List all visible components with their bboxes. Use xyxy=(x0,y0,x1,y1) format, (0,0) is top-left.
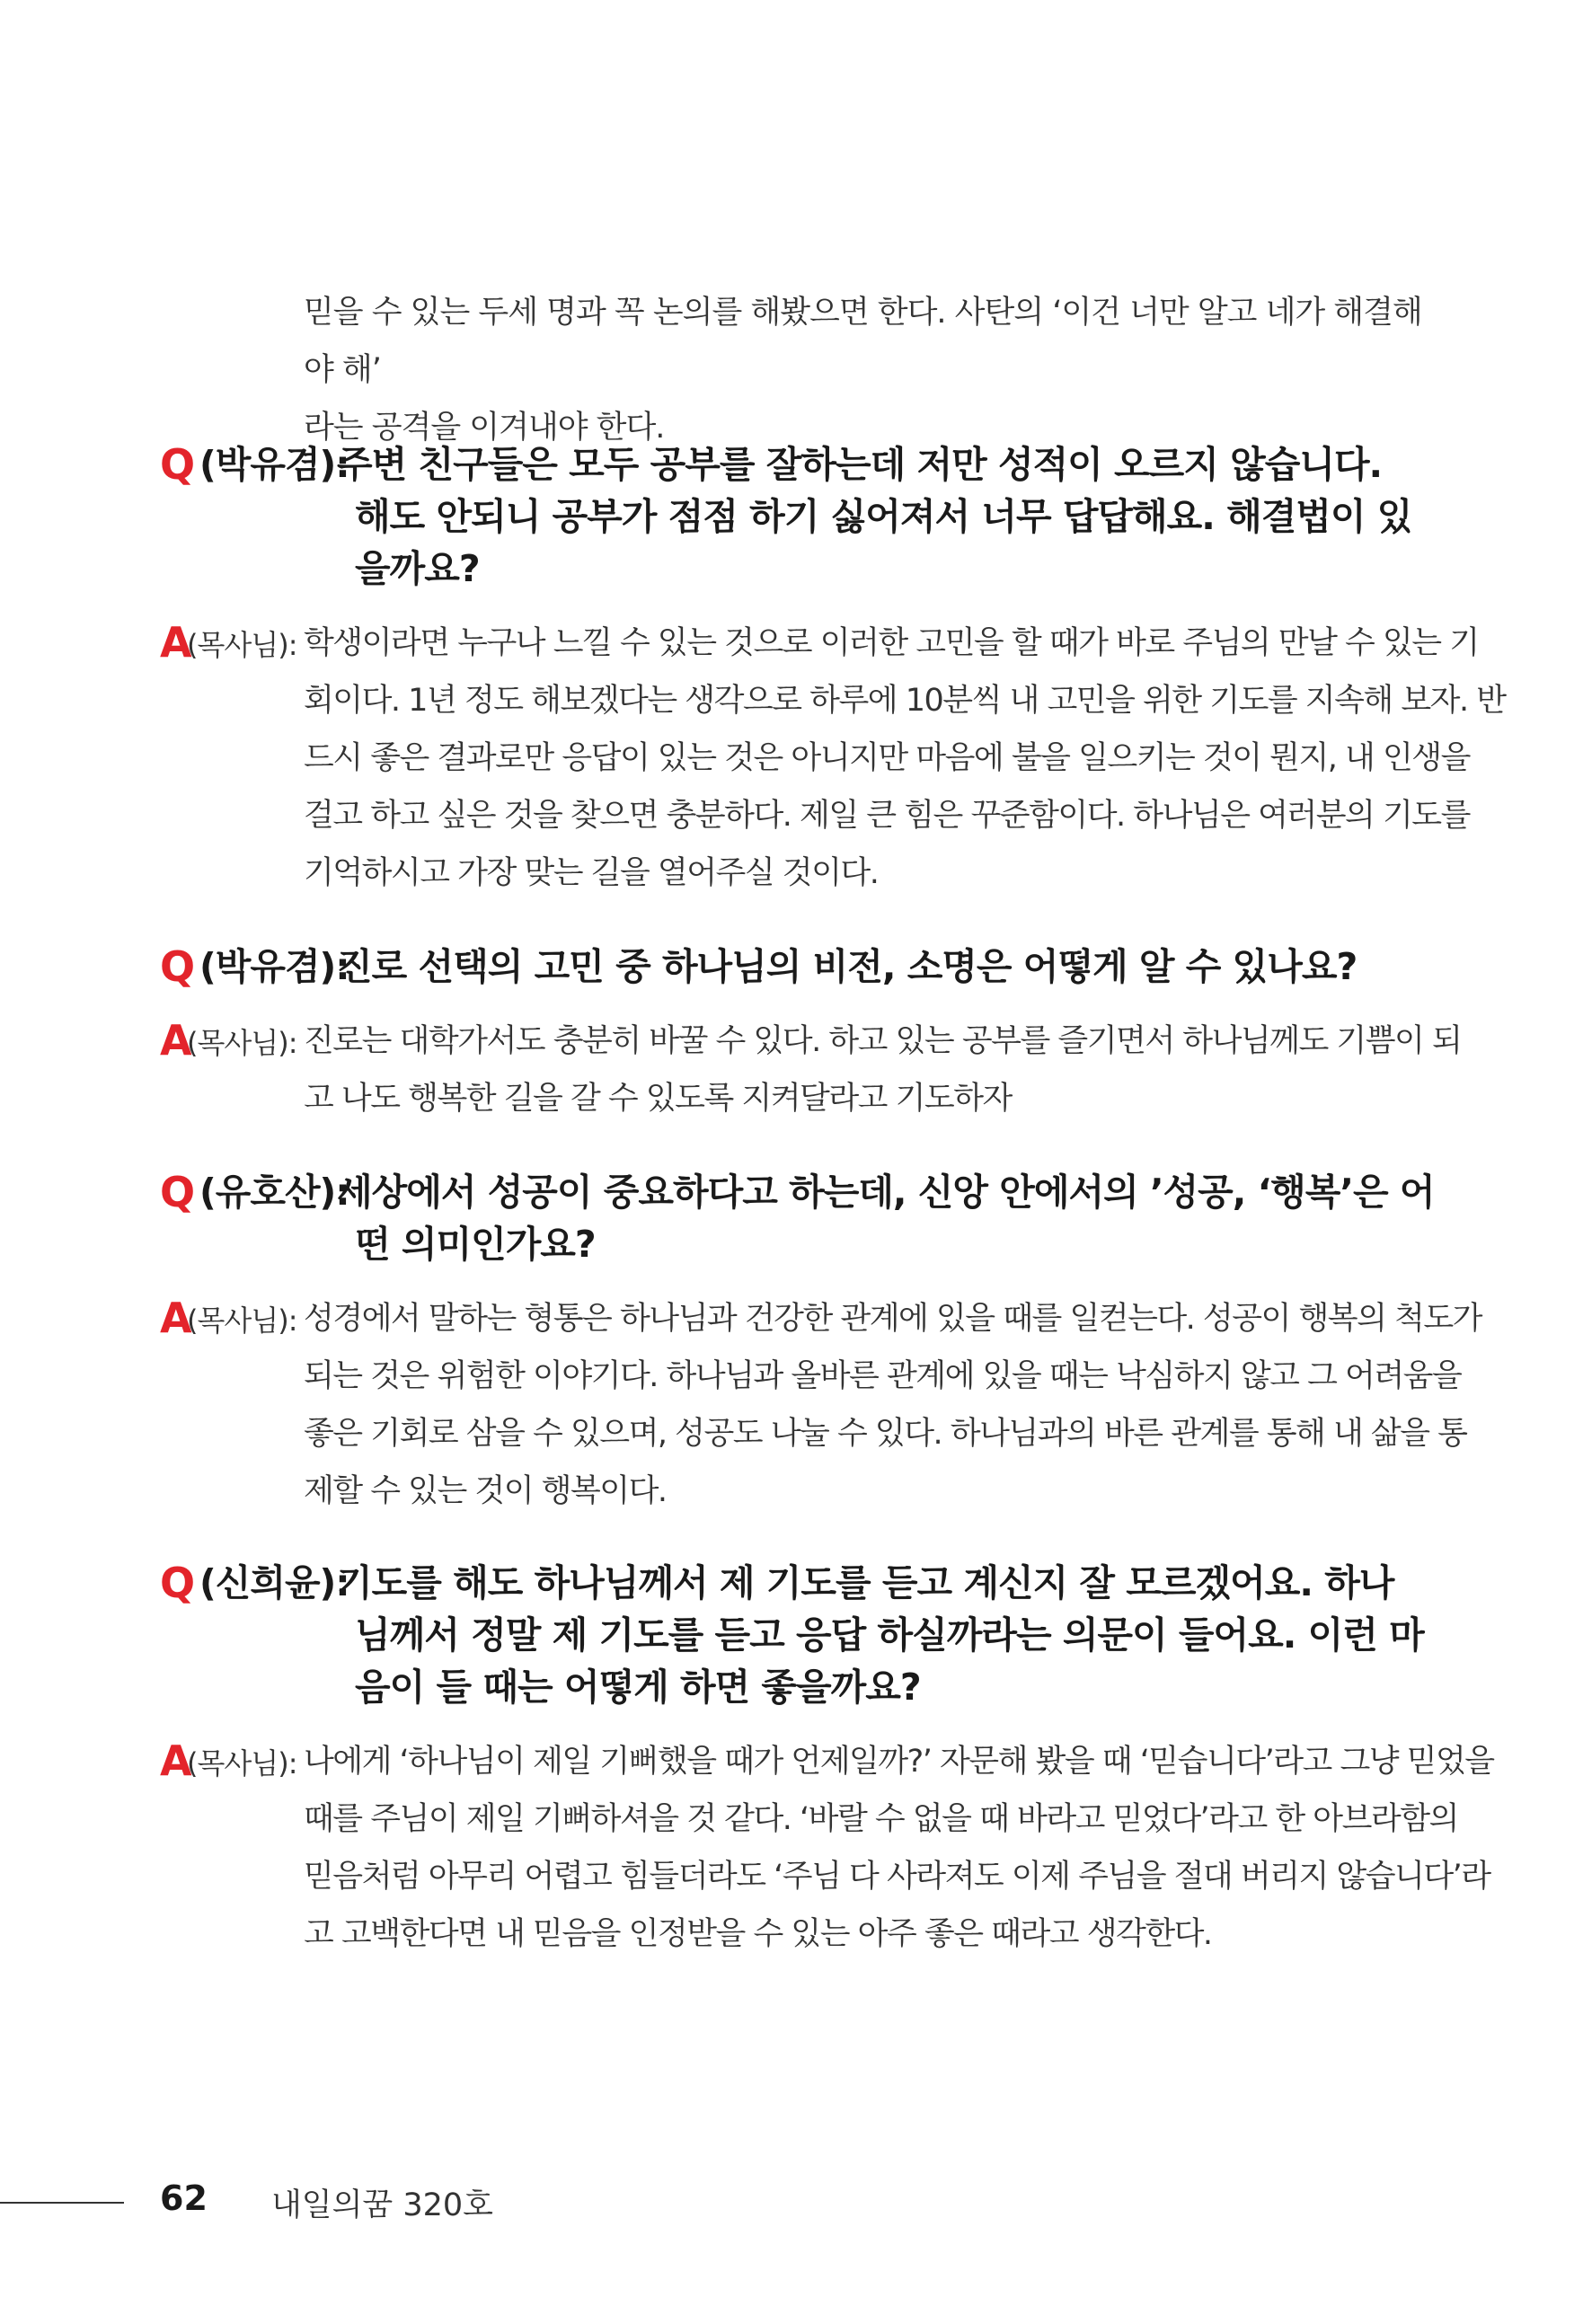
answer-line: 고 고백한다면 내 믿음을 인정받을 수 있는 아주 좋은 때라고 생각한다. xyxy=(304,1916,1212,1952)
answer-author: (목사님): xyxy=(187,1303,297,1338)
answer xyxy=(160,614,1506,902)
answer-line: 되는 것은 위험한 이야기다. 하나님과 올바른 관계에 있을 때는 낙심하지 않고 그 어려움을 xyxy=(304,1358,1462,1394)
answer-marker: A xyxy=(160,1736,192,1785)
answer-marker: A xyxy=(160,1016,192,1065)
question-line: 진로 선택의 고민 중 하나님의 비전, 소명은 어떻게 알 수 있나요? xyxy=(337,945,1358,988)
answer-text xyxy=(304,614,1506,902)
question-line: 주변 친구들은 모두 공부를 잘하는데 저만 성적이 오르지 않습니다. xyxy=(337,443,1383,486)
answer-line: 드시 좋은 결과로만 응답이 있는 것은 아니지만 마음에 불을 일으키는 것이 뭔지, 내 인생을 xyxy=(304,740,1470,776)
question-text xyxy=(337,438,1415,595)
answer-text xyxy=(304,1733,1494,1963)
answer-line: 진로는 대학가서도 충분히 바꿀 수 있다. 하고 있는 공부를 즐기면서 하나님께도 기쁨이 되 xyxy=(304,1023,1462,1059)
answer-line: 성경에서 말하는 형통은 하나님과 건강한 관계에 있을 때를 일컫는다. 성공이 행복의 척도가 xyxy=(304,1301,1481,1337)
lead-paragraph xyxy=(304,284,1427,456)
answer xyxy=(160,1290,1481,1520)
answer-author: (목사님): xyxy=(187,1026,297,1060)
qa-block-2 xyxy=(160,941,1462,1127)
answer-line: 믿음처럼 아무리 어렵고 힘들더라도 ‘주님 다 사라져도 이제 주님을 절대 버리지 않습니다’라 xyxy=(304,1859,1490,1895)
answer-line: 좋은 기회로 삼을 수 있으며, 성공도 나눌 수 있다. 하나님과의 바른 관계를 통해 내 삶을 통 xyxy=(304,1416,1467,1452)
question-line: 떤 의미인가요? xyxy=(355,1223,596,1266)
qa-block-1 xyxy=(160,438,1506,902)
question-author: (유호산): xyxy=(199,1171,349,1214)
question-text xyxy=(337,941,1415,993)
question-marker: Q xyxy=(160,1168,196,1216)
question-marker: Q xyxy=(160,942,196,991)
answer-line: 기억하시고 가장 맞는 길을 열어주실 것이다. xyxy=(304,855,879,891)
question-line: 님께서 정말 제 기도를 듣고 응답 하실까라는 의문이 들어요. 이런 마 xyxy=(355,1613,1424,1657)
qa-block-4 xyxy=(160,1557,1494,1963)
answer-line: 나에게 ‘하나님이 제일 기뻐했을 때가 언제일까?’ 자문해 봤을 때 ‘믿습니다’라고 그냥 믿었을 xyxy=(304,1744,1494,1780)
publication-title: 내일의꿈 320호 xyxy=(271,2187,493,2223)
question xyxy=(160,438,1436,595)
answer-author: (목사님): xyxy=(187,1746,297,1781)
lead-line: 믿을 수 있는 두세 명과 꼭 논의를 해봤으면 한다. 사탄의 ‘이건 너만 알고 네가 해결해야 해’ xyxy=(304,295,1422,388)
question-text xyxy=(337,1557,1424,1713)
answer-line: 학생이라면 누구나 느낄 수 있는 것으로 이러한 고민을 할 때가 바로 주님의 만날 수 있는 기 xyxy=(304,625,1479,661)
question xyxy=(160,941,1436,993)
question-text xyxy=(337,1166,1435,1270)
question-line: 을까요? xyxy=(355,547,480,590)
answer xyxy=(160,1733,1494,1963)
answer-marker: A xyxy=(160,1294,192,1342)
lead-line: 라는 공격을 이겨내야 한다. xyxy=(304,410,665,446)
footer-rule xyxy=(0,2202,124,2204)
qa-block-3 xyxy=(160,1166,1481,1520)
answer xyxy=(160,1012,1462,1127)
question-author: (박유겸): xyxy=(199,443,349,486)
question xyxy=(160,1166,1436,1270)
question-line: 기도를 해도 하나님께서 제 기도를 듣고 계신지 잘 모르겠어요. 하나 xyxy=(337,1561,1394,1604)
answer-line: 때를 주님이 제일 기뻐하셔을 것 같다. ‘바랄 수 없을 때 바라고 믿었다’라고 한 아브라함의 xyxy=(304,1801,1458,1837)
answer-line: 걸고 하고 싶은 것을 찾으면 충분하다. 제일 큰 힘은 꾸준함이다. 하나님은 여러분의 기도를 xyxy=(304,798,1470,834)
question-author: (박유겸): xyxy=(199,945,349,988)
question-marker: Q xyxy=(160,1559,196,1607)
answer-line: 제할 수 있는 것이 행복이다. xyxy=(304,1473,667,1509)
answer-marker: A xyxy=(160,618,192,667)
answer-line: 고 나도 행복한 길을 갈 수 있도록 지켜달라고 기도하자 xyxy=(304,1081,1012,1117)
answer-text xyxy=(304,1290,1481,1520)
question-marker: Q xyxy=(160,440,196,489)
question-line: 음이 들 때는 어떻게 하면 좋을까요? xyxy=(355,1666,921,1709)
answer-author: (목사님): xyxy=(187,628,297,662)
question-author: (신희윤): xyxy=(199,1561,349,1604)
answer-text xyxy=(304,1012,1462,1127)
answer-line: 회이다. 1년 정도 해보겠다는 생각으로 하루에 10분씩 내 고민을 위한 기도를 지속해 보자. 반 xyxy=(304,683,1506,719)
question xyxy=(160,1557,1436,1713)
page-number: 62 xyxy=(160,2178,208,2218)
question-line: 해도 안되니 공부가 점점 하기 싫어져서 너무 답답해요. 해결법이 있 xyxy=(355,495,1412,538)
question-line: 세상에서 성공이 중요하다고 하는데, 신앙 안에서의 ’성공, ‘행복’은 어 xyxy=(337,1171,1435,1214)
